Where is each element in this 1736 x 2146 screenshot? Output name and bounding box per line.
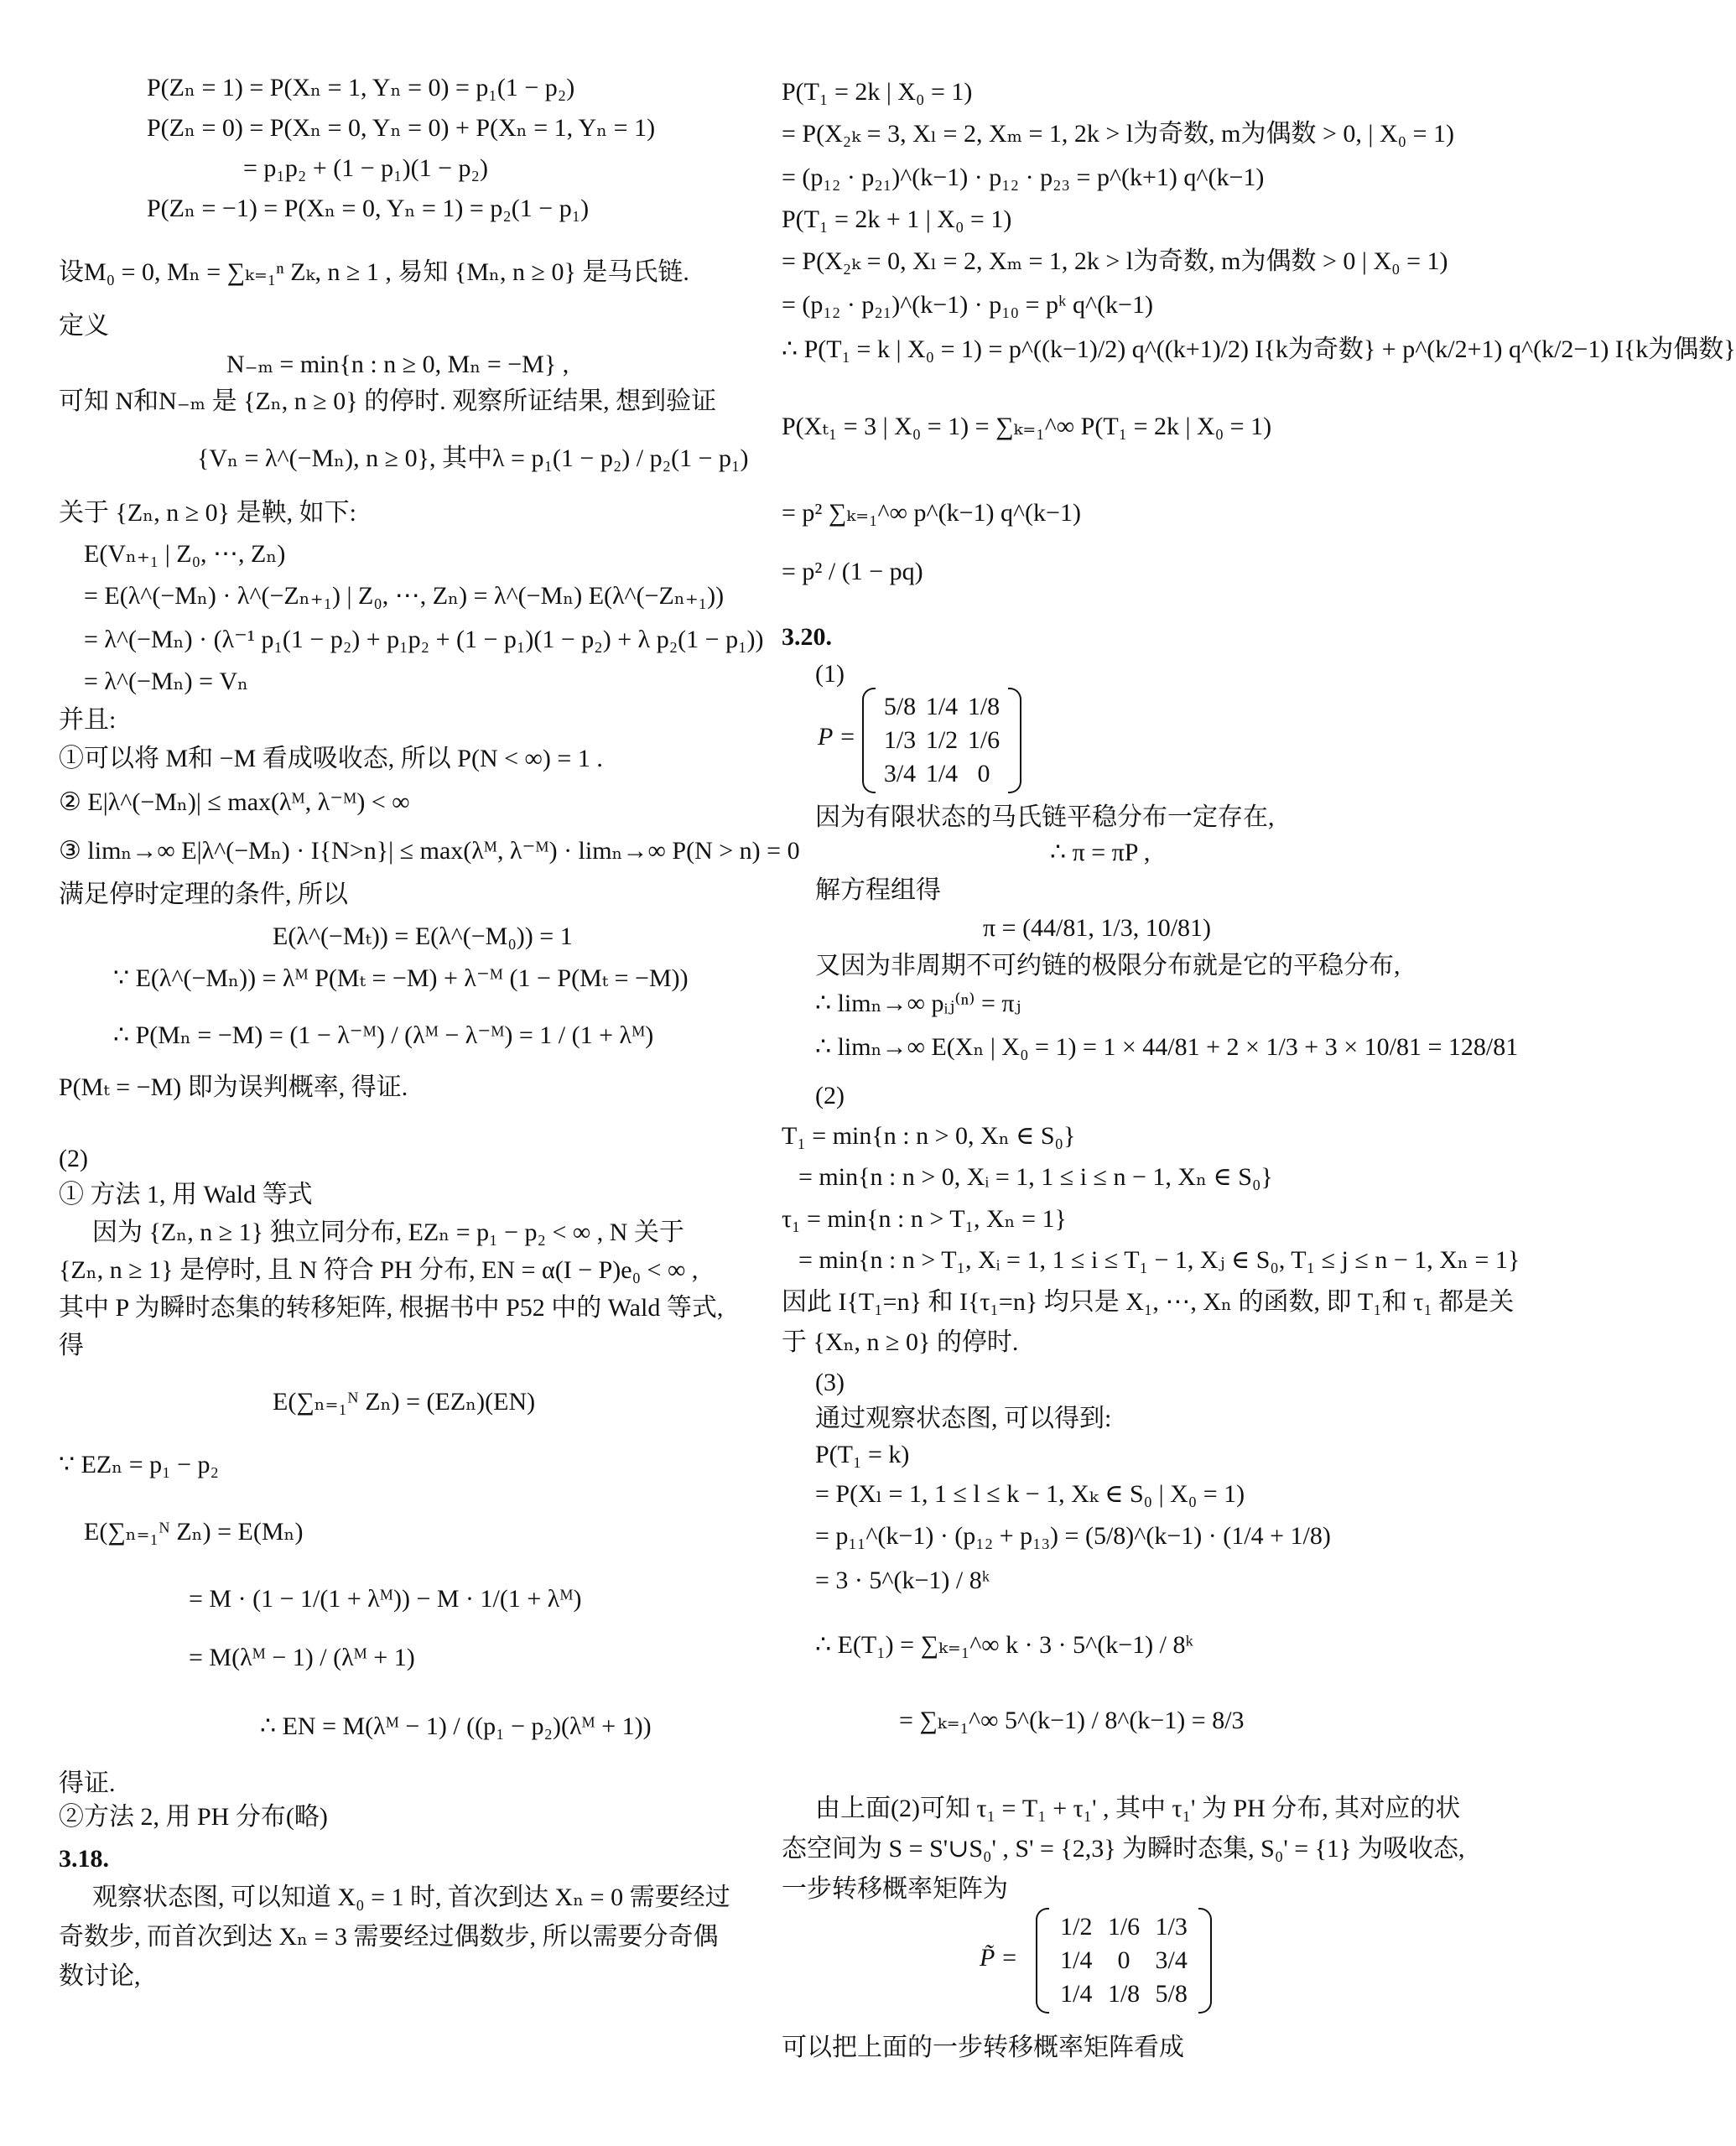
text-line: (2) [815,1082,845,1109]
formula-line: = 3 · 5^(k−1) / 8ᵏ [815,1567,990,1594]
text-line: 其中 P 为瞬时态集的转移矩阵, 根据书中 P52 中的 Wald 等式, [59,1294,724,1322]
text-line: 满足停时定理的条件, 所以 [59,881,348,908]
formula-line: = min{n : n > 0, Xᵢ = 1, 1 ≤ i ≤ n − 1, Xₙ ∈ S₀} [798,1163,1273,1191]
matrix-cell: 1/6 [967,726,1001,754]
formula-line: T₁ = min{n : n > 0, Xₙ ∈ S₀} [782,1122,1076,1150]
formula-line: ∴ limₙ→∞ pᵢⱼ⁽ⁿ⁾ = πⱼ [815,990,1021,1017]
matrix-label: P = [818,723,856,751]
formula-line: ∴ π = πP , [1050,839,1151,866]
matrix-right-paren [1008,688,1021,793]
matrix-cell: 1/6 [1107,1913,1141,1941]
text-line: ②方法 2, 用 PH 分布(略) [59,1803,328,1831]
text-line: 定义 [59,312,109,340]
matrix-cell: 1/4 [1060,1980,1093,2008]
matrix-cell: 0 [1117,1946,1130,1974]
formula-line: ∴ E(T₁) = ∑ₖ₌₁^∞ k · 3 · 5^(k−1) / 8ᵏ [815,1631,1193,1659]
text-line: 得证. [59,1769,116,1797]
formula-line: P(T₁ = 2k + 1 | X₀ = 1) [782,205,1012,233]
formula-line: = P(X₂ₖ = 0, Xₗ = 2, Xₘ = 1, 2k > l为奇数, m为偶数 > 0 | X₀ = 1) [782,247,1448,275]
matrix-row [1053,1911,1195,1943]
text-line: 可以把上面的一步转移概率矩阵看成 [782,2034,1184,2061]
text-line: ① 方法 1, 用 Wald 等式 [59,1181,313,1208]
text-line: 设M₀ = 0, Mₙ = ∑ₖ₌₁ⁿ Zₖ, n ≥ 1 , 易知 {Mₙ, n ≥ 0} 是马氏链. [59,258,689,286]
formula-line: = (p₁₂ · p₂₁)^(k−1) · p₁₀ = pᵏ q^(k−1) [782,291,1153,319]
matrix-left-paren [1036,1908,1049,2013]
text-line: 因为 {Zₙ, n ≥ 1} 独立同分布, EZₙ = p₁ − p₂ < ∞ , N 关于 [92,1218,684,1246]
formula-line: ∴ EN = M(λᴹ − 1) / ((p₁ − p₂)(λᴹ + 1)) [260,1712,652,1740]
formula-line: ∴ P(Mₙ = −M) = (1 − λ⁻ᴹ) / (λᴹ − λ⁻ᴹ) = 1 / (1 + λᴹ) [113,1021,654,1049]
formula-line: E(Vₙ₊₁ | Z₀, ⋯, Zₙ) [84,540,286,568]
text-line: (1) [815,660,845,688]
formula-line: E(∑ₙ₌₁ᴺ Zₙ) = E(Mₙ) [84,1518,304,1546]
matrix-cell: 1/2 [1060,1913,1093,1941]
formula-line: P(Zₙ = 1) = P(Xₙ = 1, Yₙ = 0) = p₁(1 − p₂) [147,74,575,101]
formula-line: = p₁p₂ + (1 − p₁)(1 − p₂) [243,154,488,182]
formula-line: = λ^(−Mₙ) · (λ⁻¹ p₁(1 − p₂) + p₁p₂ + (1 − p₁)(1 − p₂) + λ p₂(1 − p₁)) [84,626,764,653]
text-line: 可知 N和N₋ₘ 是 {Zₙ, n ≥ 0} 的停时. 观察所证结果, 想到验证 [59,387,717,415]
text-line: 又因为非周期不可约链的极限分布就是它的平稳分布, [815,952,1401,979]
formula-line: = M(λᴹ − 1) / (λᴹ + 1) [189,1644,415,1671]
formula-line: ∴ P(T₁ = k | X₀ = 1) = p^((k−1)/2) q^((k+1)/2) I{k为奇数} + p^(k/2+1) q^(k/2−1) I{k为偶数} [782,335,1736,363]
matrix-cell: 1/4 [925,760,959,787]
formula-line: P(Xₜ₁ = 3 | X₀ = 1) = ∑ₖ₌₁^∞ P(T₁ = 2k | X₀ = 1) [782,413,1272,440]
section-heading: 3.20. [782,623,832,651]
matrix-cell: 3/4 [1155,1946,1188,1974]
text-line: {Zₙ, n ≥ 1} 是停时, 且 N 符合 PH 分布, EN = α(I − P)e₀ < ∞ , [59,1256,699,1284]
formula-line: = M · (1 − 1/(1 + λᴹ)) − M · 1/(1 + λᴹ) [189,1585,582,1613]
formula-line: = p₁₁^(k−1) · (p₁₂ + p₁₃) = (5/8)^(k−1) · (1/4 + 1/8) [815,1522,1331,1550]
text-line: 因为有限状态的马氏链平稳分布一定存在, [815,803,1275,831]
formula-line: E(λ^(−Mₜ)) = E(λ^(−M₀)) = 1 [273,922,573,950]
formula-line: = min{n : n > T₁, Xᵢ = 1, 1 ≤ i ≤ T₁ − 1, Xⱼ ∈ S₀, T₁ ≤ j ≤ n − 1, Xₙ = 1} [798,1246,1520,1274]
formula-line: = ∑ₖ₌₁^∞ 5^(k−1) / 8^(k−1) = 8/3 [899,1707,1245,1734]
text-line: 由上面(2)可知 τ₁ = T₁ + τ₁' , 其中 τ₁' 为 PH 分布, 其对应的状 [815,1795,1461,1822]
formula-line: π = (44/81, 1/3, 10/81) [983,914,1212,942]
matrix-left-paren [862,688,876,793]
matrix-cell: 1/8 [967,693,1001,720]
text-line: 于 {Xₙ, n ≥ 0} 的停时. [782,1328,1019,1356]
formula-line: P(Zₙ = −1) = P(Xₙ = 0, Yₙ = 1) = p₂(1 − p₁) [147,195,590,222]
matrix-row [879,758,1005,790]
formula-line: = λ^(−Mₙ) = Vₙ [84,668,249,695]
matrix-cell: 3/4 [883,760,917,787]
text-line: 因此 I{T₁=n} 和 I{τ₁=n} 均只是 X₁, ⋯, Xₙ 的函数, 即 T₁和 τ₁ 都是关 [782,1288,1515,1316]
text-line: 得 [59,1332,84,1359]
formula-line: ∵ E(λ^(−Mₙ)) = λᴹ P(Mₜ = −M) + λ⁻ᴹ (1 − P(Mₜ = −M)) [113,964,689,992]
matrix-row [1053,1945,1195,1977]
text-line: 解方程组得 [815,876,941,904]
text-line: 并且: [59,706,117,734]
formula-line: = p² / (1 − pq) [782,558,923,585]
formula-line: P(T₁ = k) [815,1441,910,1468]
transition-matrix-p-tilde [1036,1908,1212,2013]
matrix-cell: 1/2 [925,726,959,754]
matrix-cell: 1/4 [925,693,959,720]
text-line: ①可以将 M和 −M 看成吸收态, 所以 P(N < ∞) = 1 . [59,745,603,772]
text-line: 奇数步, 而首次到达 Xₙ = 3 需要经过偶数步, 所以需要分奇偶 [59,1923,719,1951]
matrix-label: P̃ = [980,1944,1018,1972]
matrix-row [879,691,1005,723]
formula-line: N₋ₘ = min{n : n ≥ 0, Mₙ = −M} , [226,351,569,378]
matrix-cell: 0 [977,760,990,787]
text-line: ③ limₙ→∞ E|λ^(−Mₙ) · I{N>n}| ≤ max(λᴹ, λ⁻ᴹ) · limₙ→∞ P(N > n) = 0 [59,837,800,865]
formula-line: = E(λ^(−Mₙ) · λ^(−Zₙ₊₁) | Z₀, ⋯, Zₙ) = λ^(−Mₙ) E(λ^(−Zₙ₊₁)) [84,582,725,610]
text-line: 观察状态图, 可以知道 X₀ = 1 时, 首次到达 Xₙ = 0 需要经过 [92,1884,730,1911]
formula-line: τ₁ = min{n : n > T₁, Xₙ = 1} [782,1205,1067,1233]
matrix-cell: 5/8 [1155,1980,1188,2008]
formula-line: E(∑ₙ₌₁ᴺ Zₙ) = (EZₙ)(EN) [273,1388,536,1416]
text-line: 一步转移概率矩阵为 [782,1875,1008,1903]
matrix-cell: 1/3 [883,726,917,754]
formula-line: = P(Xₗ = 1, 1 ≤ l ≤ k − 1, Xₖ ∈ S₀ | X₀ = 1) [815,1480,1245,1508]
text-line: (2) [59,1145,88,1172]
matrix-cell: 5/8 [883,693,917,720]
formula-line: ∴ limₙ→∞ E(Xₙ | X₀ = 1) = 1 × 44/81 + 2 × 1/3 + 3 × 10/81 = 128/81 [815,1033,1519,1061]
formula-line: {Vₙ = λ^(−Mₙ), n ≥ 0}, 其中λ = p₁(1 − p₂) / p₂(1 − p₁) [197,444,749,472]
text-line: (3) [815,1369,845,1396]
section-heading: 3.18. [59,1845,109,1873]
text-line: 关于 {Zₙ, n ≥ 0} 是鞅, 如下: [59,499,356,527]
text-line: 通过观察状态图, 可以得到: [815,1405,1112,1432]
matrix-cell: 1/4 [1060,1946,1093,1974]
matrix-row [879,725,1005,756]
formula-line: P(Zₙ = 0) = P(Xₙ = 0, Yₙ = 0) + P(Xₙ = 1, Yₙ = 1) [147,114,656,142]
text-line: 数讨论, [59,1962,141,1990]
formula-line: ∵ EZₙ = p₁ − p₂ [59,1451,219,1478]
transition-matrix-p [862,688,1021,793]
matrix-row [1053,1978,1195,2010]
formula-line: = (p₁₂ · p₂₁)^(k−1) · p₁₂ · p₂₃ = p^(k+1) q^(k−1) [782,164,1265,191]
formula-line: = p² ∑ₖ₌₁^∞ p^(k−1) q^(k−1) [782,499,1081,527]
text-line: P(Mₜ = −M) 即为误判概率, 得证. [59,1073,408,1101]
formula-line: P(T₁ = 2k | X₀ = 1) [782,78,973,106]
text-line: ② E|λ^(−Mₙ)| ≤ max(λᴹ, λ⁻ᴹ) < ∞ [59,788,410,816]
matrix-cell: 1/3 [1155,1913,1188,1941]
formula-line: = P(X₂ₖ = 3, Xₗ = 2, Xₘ = 1, 2k > l为奇数, m为偶数 > 0, | X₀ = 1) [782,120,1454,148]
text-line: 态空间为 S = S'∪S₀' , S' = {2,3} 为瞬时态集, S₀' = {1} 为吸收态, [782,1835,1465,1863]
matrix-right-paren [1198,1908,1212,2013]
matrix-cell: 1/8 [1107,1980,1141,2008]
